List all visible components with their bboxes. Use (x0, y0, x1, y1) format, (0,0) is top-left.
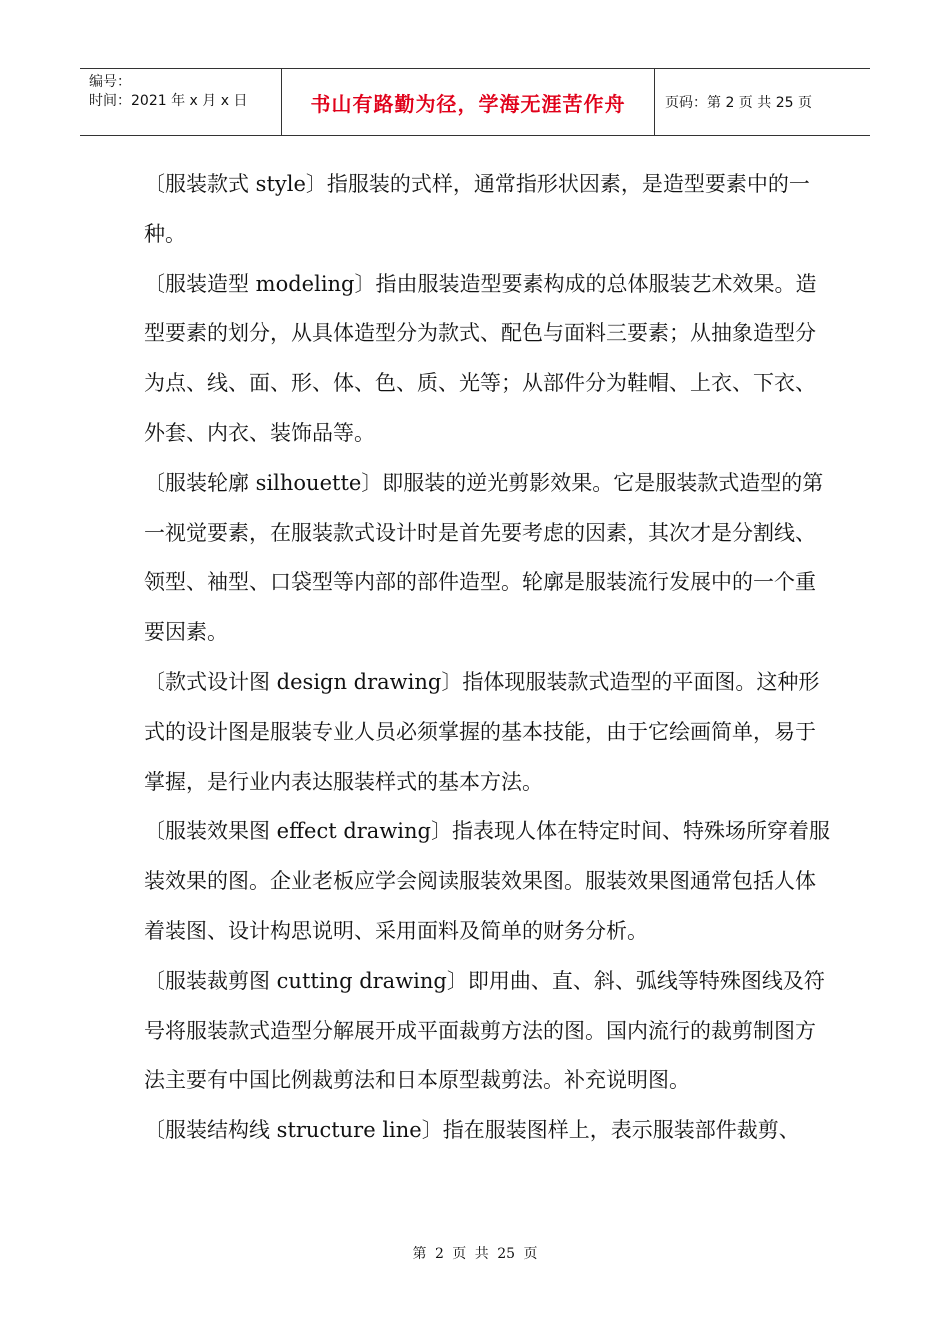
header-meta (80, 69, 282, 135)
definition-paragraph: 〔款式设计图 design drawing〕指体现服装款式造型的平面图。这种形式的设计图是服装专业人员必须掌握的基本技能，由于它绘画简单，易于掌握，是行业内表达服装样式的基本方法。 (144, 669, 820, 794)
header-motto: 书山有路勤为径，学海无涯苦作舟 (282, 69, 655, 135)
document-body (144, 160, 834, 1156)
definition-paragraph: 〔服装款式 style〕指服装的式样，通常指形状因素，是造型要素中的一种。 (144, 172, 810, 246)
definition-paragraph: 〔服装结构线 structure line〕指在服装图样上，表示服装部件裁剪、 (144, 1118, 800, 1143)
definition-paragraph: 〔服装轮廓 silhouette〕即服装的逆光剪影效果。它是服装款式造型的第一视觉要素，在服装款式设计时是首先要考虑的因素，其次才是分割线、领型、袖型、口袋型等内部的部件造型。轮廓是服装流行发展中的一个重要因素。 (144, 470, 824, 645)
definition-paragraph: 〔服装裁剪图 cutting drawing〕即用曲、直、斜、弧线等特殊图线及符号将服装款式造型分解展开成平面裁剪方法的图。国内流行的裁剪制图方法主要有中国比例裁剪法和日本原型裁剪法。补充说明图。 (144, 968, 825, 1093)
page-footer: 第 2 页 共 25 页 (412, 1246, 538, 1262)
document-number-label: 编号： (89, 74, 131, 90)
definition-paragraph: 〔服装造型 modeling〕指由服装造型要素构成的总体服装艺术效果。造型要素的划分，从具体造型分为款式、配色与面料三要素；从抽象造型分为点、线、面、形、体、色、质、光等；从部件分为鞋帽、上衣、下衣、外套、内衣、装饰品等。 (144, 271, 817, 445)
page-header (80, 68, 870, 136)
header-page-info: 页码：第 2 页 共 25 页 (665, 95, 812, 111)
document-date: 时间：2021 年 x 月 x 日 (89, 93, 248, 109)
definition-paragraph: 〔服装效果图 effect drawing〕指表现人体在特定时间、特殊场所穿着服装效果的图。企业老板应学会阅读服装效果图。服装效果图通常包括人体着装图、设计构思说明、采用面料及简单的财务分析。 (144, 819, 830, 943)
